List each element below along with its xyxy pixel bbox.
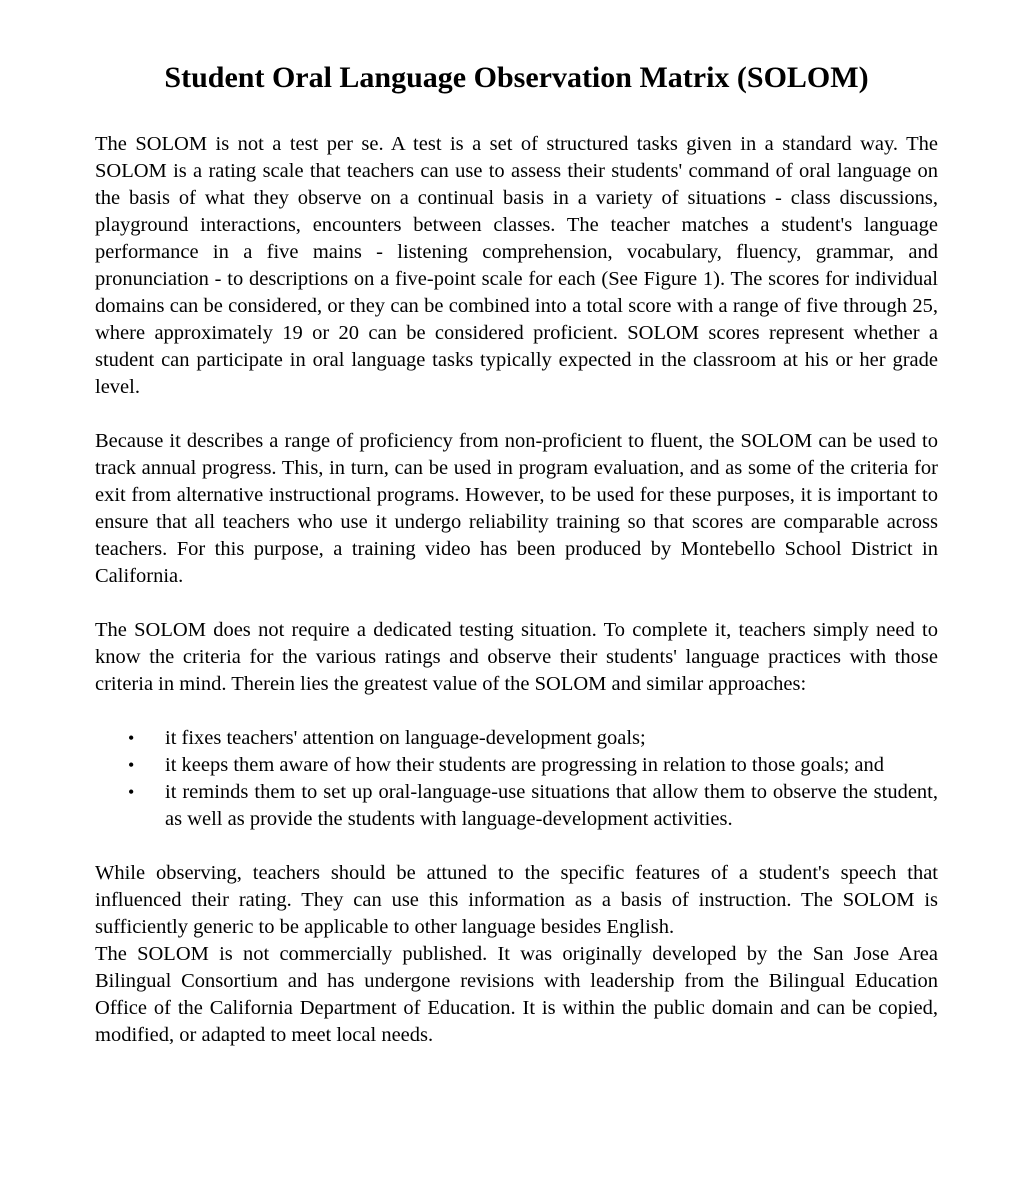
bullet-icon: • [128, 728, 135, 748]
document-title: Student Oral Language Observation Matrix (SOLOM) [164, 61, 869, 94]
paragraph-testing-situation: The SOLOM does not require a dedicated testing situation. To complete it, teachers simply need to know the criteria for the various ratings and observe their students' language practices with those criteria in mind. Therein lies the greatest value of the SOLOM and similar approaches: [95, 619, 938, 695]
bullet-icon: • [128, 782, 135, 802]
paragraph-publication: The SOLOM is not commercially published. It was originally developed by the San Jose Area Bilingual Consortium and has undergone revisions with leadership from the Bilingual Education Office of the California Department of Education. It is within the public domain and can be copied, modified, or adapted to meet local needs. [95, 943, 938, 1046]
bullet-text: it keeps them aware of how their students are progressing in relation to those goals; and [165, 754, 885, 776]
paragraph-observing: While observing, teachers should be attuned to the specific features of a student's speech that influenced their rating. They can use this information as a basis of instruction. The SOLOM is sufficiently generic to be applicable to other language besides English. [95, 862, 938, 938]
paragraph-progress: Because it describes a range of proficiency from non-proficient to fluent, the SOLOM can be used to track annual progress. This, in turn, can be used in program evaluation, and as some of the criteria for exit from alternative instructional programs. However, to be used for these purposes, it is important to ensure that all teachers who use it undergo reliability training so that scores are comparable across teachers. For this purpose, a training video has been produced by Montebello School District in California. [95, 430, 938, 587]
bullet-text: it fixes teachers' attention on language-development goals; [165, 727, 646, 749]
value-bullet-list [95, 725, 938, 833]
bullet-item [95, 779, 938, 833]
bullet-item [95, 752, 938, 779]
paragraph-intro: The SOLOM is not a test per se. A test is a set of structured tasks given in a standard way. The SOLOM is a rating scale that teachers can use to assess their students' command of oral language on the basis of what they observe on a continual basis in a variety of situations - class discussions, playground interactions, encounters between classes. The teacher matches a student's language performance in a five mains - listening comprehension, vocabulary, fluency, grammar, and pronunciation - to descriptions on a five-point scale for each (See Figure 1). The scores for individual domains can be considered, or they can be combined into a total score with a range of five through 25, where approximately 19 or 20 can be considered proficient. SOLOM scores represent whether a student can participate in oral language tasks typically expected in the classroom at his or her grade level. [95, 133, 938, 398]
bullet-text: it reminds them to set up oral-language-use situations that allow them to observe the student, as well as provide the students with language-development activities. [165, 781, 938, 830]
bullet-item [95, 725, 938, 752]
bullet-icon: • [128, 755, 135, 775]
